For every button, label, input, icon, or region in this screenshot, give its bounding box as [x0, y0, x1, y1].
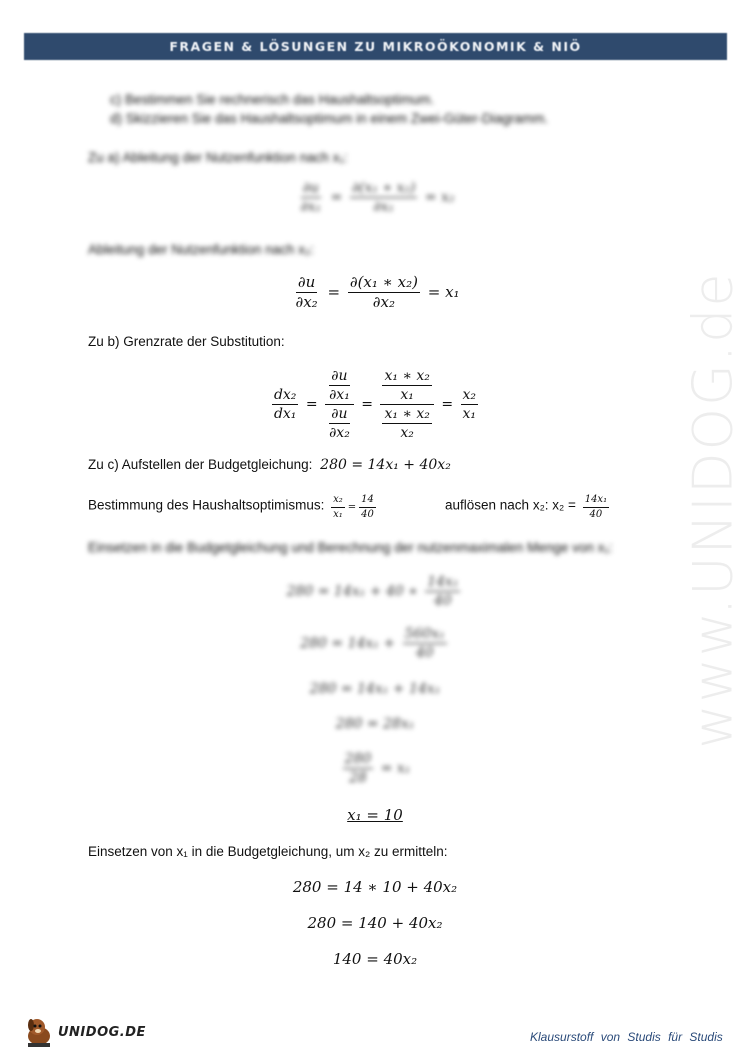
- step-1: 280 = 14x₁ + 40 ∗ $\frac{\text{14x₁}}{40}$: [286, 574, 459, 610]
- section-c-heading-text: Zu c) Aufstellen der Budgetgleichung:: [88, 457, 313, 472]
- x2-step-2: 280 = 140 + 40x₂: [307, 914, 443, 932]
- watermark-text: www.UNIDOG.de: [681, 271, 745, 749]
- section-a-heading2: Ableitung der Nutzenfunktion nach x₂:: [88, 242, 314, 257]
- insert-heading: Einsetzen in die Budgetgleichung und Berechnung der nutzenmaximalen Menge von x₁:: [88, 540, 613, 555]
- x2-step-3: 140 = 40x₂: [332, 950, 418, 968]
- insert-x1-heading: Einsetzen von x₁ in die Budgetgleichung, um x₂ zu ermitteln:: [88, 844, 448, 859]
- task-c: c) Bestimmen Sie rechnerisch das Haushaltsoptimum.: [110, 92, 435, 107]
- optimum-label: Bestimmung des Haushaltsoptimismus:: [88, 497, 325, 513]
- dog-icon: [24, 1015, 58, 1049]
- step-5: $\frac{280}{28}$ = x₁: [344, 751, 411, 787]
- section-b-heading: Zu b) Grenzrate der Substitution:: [88, 334, 285, 349]
- x2-step-1: 280 = 14 ∗ 10 + 40x₂: [292, 878, 458, 896]
- solve-label: auflösen nach x₂: x₂ =: [445, 497, 576, 513]
- budget-equation: 280 = 14x₁ + 40x₂: [320, 457, 451, 473]
- optimum-formula: $\frac{\text{x₂}}{\text{x₁}}$ = $\frac{14}{40}$: [333, 494, 374, 520]
- task-d: d) Skizzieren Sie das Haushaltsoptimum in einem Zwei-Güter-Diagramm.: [110, 111, 549, 126]
- step-2: 280 = 14x₁ + $\frac{\text{560x₁}}{40}$: [300, 626, 445, 662]
- logo-text: UNIDOG.DE: [58, 1025, 146, 1040]
- step-3: 280 = 14x₁ + 14x₁: [309, 681, 441, 697]
- formula-b: $\frac{\text{dx₂}}{\text{dx₁}}$ = $\frac{\frac{\partial u}{\text{∂x₁}}}{\frac{\partial u}{\text{∂x₂}}}$ = $\frac{\frac{\text{x₁ ∗ x₂}}{\text{x₁}}}{\frac{\text{x₁ ∗ x₂}}{\text{x₂}}}$ = $\frac{\text{x₂}}{\text{x₁}}$: [273, 368, 477, 442]
- watermark: [681, 271, 745, 749]
- unidog-logo: [24, 1015, 154, 1049]
- optimum-line: [88, 494, 379, 520]
- formula-a1: $\frac{\partial u}{\text{∂x₁}}$ = $\frac{\text{∂(x₁ ∗ x₂)}}{\text{∂x₁}}$ = x₂: [300, 180, 455, 216]
- section-a-heading: Zu a) Ableitung der Nutzenfunktion nach x₁:: [88, 150, 348, 165]
- solve-formula: $\frac{\text{14x₁}}{40}$: [584, 494, 608, 520]
- page-banner: FRAGEN & LÖSUNGEN ZU MIKROÖKONOMIK & NIÖ: [24, 33, 727, 60]
- footer-tagline: Klausurstoff von Studis für Studis: [530, 1030, 723, 1044]
- solve-line: [445, 494, 612, 520]
- result-x1-text: x₁ = 10: [347, 806, 403, 824]
- step-4: 280 = 28x₁: [335, 716, 415, 732]
- formula-a2: $\frac{\partial u}{\text{∂x₂}}$ = $\frac{\text{∂(x₁ ∗ x₂)}}{\text{∂x₂}}$ = x₁: [295, 273, 460, 312]
- section-c-heading: [88, 457, 451, 473]
- result-x1: [0, 806, 750, 824]
